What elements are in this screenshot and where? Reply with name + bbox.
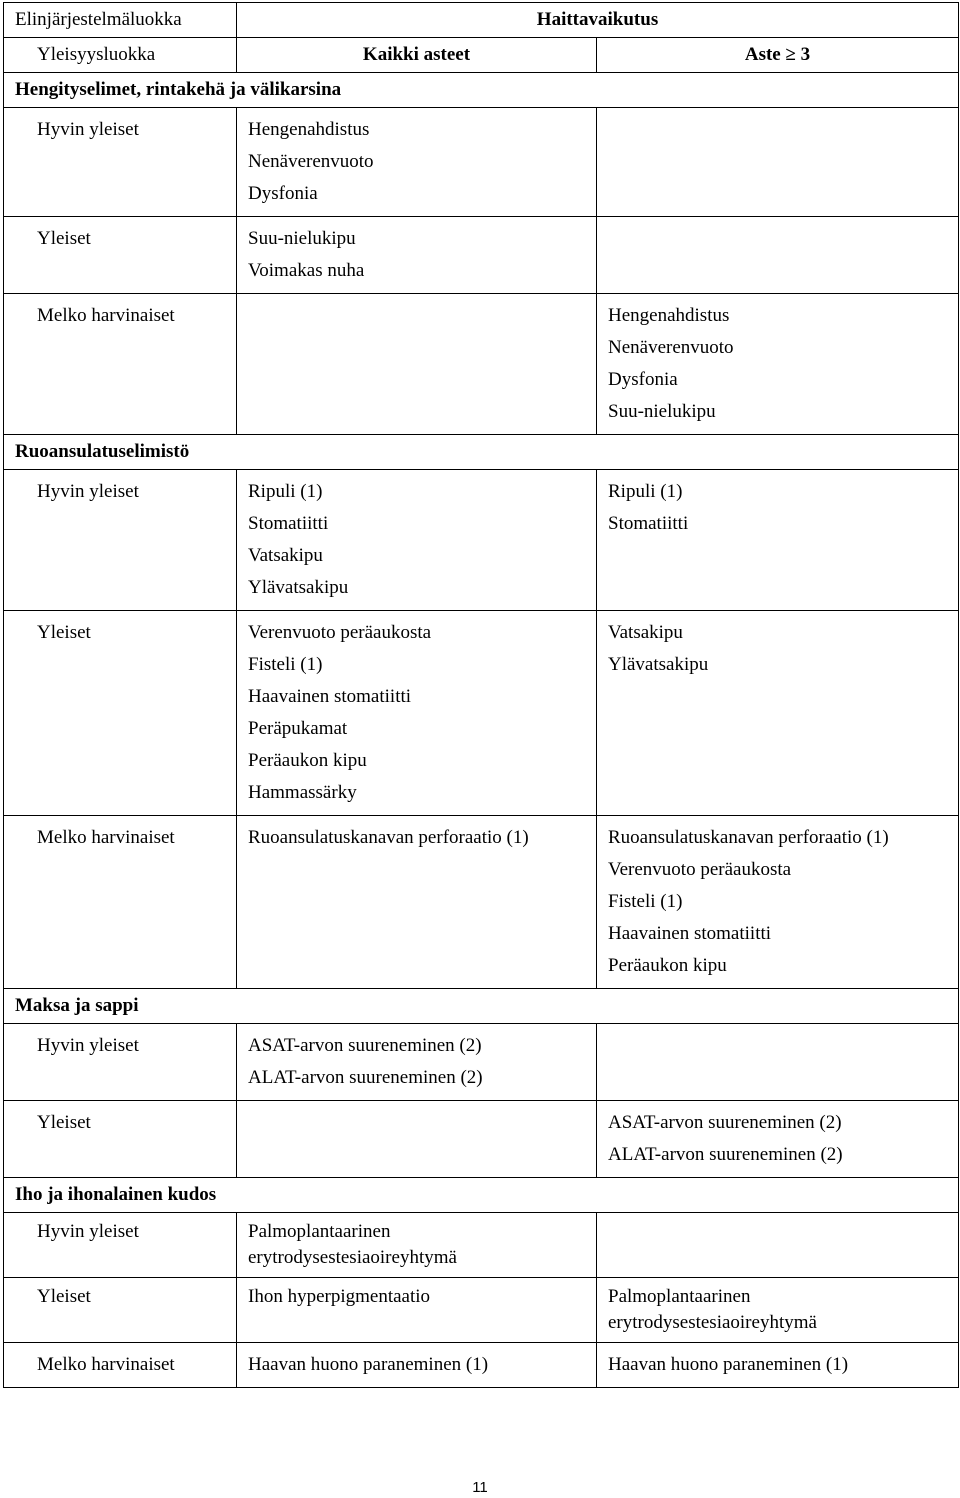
section-title: Ruoansulatuselimistö	[4, 435, 959, 470]
header-row-1	[4, 3, 959, 38]
cell-line: Ripuli (1)	[608, 481, 683, 502]
cell-line: Hammassärky	[248, 782, 357, 803]
grade3-cell	[597, 611, 959, 816]
all-grades-cell	[237, 1024, 597, 1101]
adverse-reactions-table	[3, 2, 959, 1388]
frequency-label: Yleiset	[37, 622, 91, 643]
cell-line: Fisteli (1)	[608, 891, 683, 912]
cell-line: ASAT-arvon suureneminen (2)	[608, 1112, 842, 1133]
all-grades-cell	[237, 1101, 597, 1178]
frequency-header: Yleisyysluokka	[4, 38, 237, 73]
grade3-cell	[597, 1024, 959, 1101]
page-number: 11	[472, 1479, 488, 1496]
table-row	[4, 108, 959, 217]
all-grades-cell	[237, 294, 597, 435]
frequency-cell	[4, 1213, 237, 1278]
all-grades-cell	[237, 611, 597, 816]
grade3-cell	[597, 1343, 959, 1388]
frequency-label: Melko harvinaiset	[37, 827, 175, 848]
cell-line: Haavan huono paraneminen (1)	[608, 1354, 849, 1375]
frequency-label: Hyvin yleiset	[37, 1035, 139, 1056]
frequency-label: Hyvin yleiset	[37, 1221, 139, 1242]
all-grades-cell	[237, 1343, 597, 1388]
cell-line: Haavainen stomatiitti	[608, 923, 772, 944]
cell-line: Stomatiitti	[608, 513, 689, 534]
all-grades-cell	[237, 217, 597, 294]
cell-line: Hengenahdistus	[248, 119, 370, 140]
frequency-label: Yleiset	[37, 1112, 91, 1133]
cell-line: erytrodysestesiaoireyhtymä	[608, 1312, 817, 1333]
section-title: Maksa ja sappi	[4, 989, 959, 1024]
section-title: Iho ja ihonalainen kudos	[4, 1178, 959, 1213]
cell-line: Palmoplantaarinen	[248, 1221, 391, 1242]
cell-line: Suu-nielukipu	[608, 401, 716, 422]
all-grades-cell	[237, 108, 597, 217]
section-row	[4, 73, 959, 108]
table-row	[4, 611, 959, 816]
frequency-label: Yleiset	[37, 1286, 91, 1307]
all-grades-header: Kaikki asteet	[237, 38, 597, 73]
grade3-cell	[597, 294, 959, 435]
all-grades-cell	[237, 1278, 597, 1343]
cell-line: Voimakas nuha	[248, 260, 365, 281]
all-grades-cell	[237, 816, 597, 989]
frequency-cell	[4, 611, 237, 816]
frequency-cell	[4, 1278, 237, 1343]
grade3-cell	[597, 217, 959, 294]
cell-line: ALAT-arvon suureneminen (2)	[248, 1067, 483, 1088]
frequency-cell	[4, 470, 237, 611]
section-title: Hengityselimet, rintakehä ja välikarsina	[4, 73, 959, 108]
grade3-cell	[597, 816, 959, 989]
frequency-label: Hyvin yleiset	[37, 119, 139, 140]
cell-line: Ruoansulatuskanavan perforaatio (1)	[248, 827, 529, 848]
frequency-cell	[4, 217, 237, 294]
frequency-label: Melko harvinaiset	[37, 1354, 175, 1375]
all-grades-cell	[237, 1213, 597, 1278]
grade3-cell	[597, 1213, 959, 1278]
cell-line: Suu-nielukipu	[248, 228, 356, 249]
cell-line: Hengenahdistus	[608, 305, 730, 326]
cell-line: Dysfonia	[608, 369, 678, 390]
cell-line: Fisteli (1)	[248, 654, 323, 675]
cell-line: Nenäverenvuoto	[248, 151, 374, 172]
section-row	[4, 1178, 959, 1213]
cell-line: Peräaukon kipu	[608, 955, 727, 976]
cell-line: Ylävatsakipu	[248, 577, 349, 598]
table-row	[4, 294, 959, 435]
cell-line: ALAT-arvon suureneminen (2)	[608, 1144, 843, 1165]
cell-line: Peräaukon kipu	[248, 750, 367, 771]
table-row	[4, 470, 959, 611]
cell-line: Ruoansulatuskanavan perforaatio (1)	[608, 827, 889, 848]
cell-line: Verenvuoto peräaukosta	[608, 859, 792, 880]
grade3-header: Aste ≥ 3	[597, 38, 959, 73]
table-row	[4, 816, 959, 989]
header-row-2	[4, 38, 959, 73]
cell-line: Palmoplantaarinen	[608, 1286, 751, 1307]
cell-line: Haavainen stomatiitti	[248, 686, 412, 707]
frequency-cell	[4, 294, 237, 435]
cell-line: Ihon hyperpigmentaatio	[248, 1286, 431, 1307]
cell-line: Peräpukamat	[248, 718, 348, 739]
cell-line: erytrodysestesiaoireyhtymä	[248, 1247, 457, 1268]
grade3-cell	[597, 1278, 959, 1343]
frequency-label: Yleiset	[37, 228, 91, 249]
section-row	[4, 435, 959, 470]
table-row	[4, 1024, 959, 1101]
adverse-effect-header: Haittavaikutus	[237, 3, 959, 38]
cell-line: ASAT-arvon suureneminen (2)	[248, 1035, 482, 1056]
table-row	[4, 1101, 959, 1178]
frequency-cell	[4, 108, 237, 217]
cell-line: Vatsakipu	[608, 622, 683, 643]
grade3-cell	[597, 470, 959, 611]
table-row	[4, 1213, 959, 1278]
grade3-cell	[597, 1101, 959, 1178]
frequency-cell	[4, 1343, 237, 1388]
table-row	[4, 1343, 959, 1388]
organ-class-header: Elinjärjestelmäluokka	[4, 3, 237, 38]
frequency-cell	[4, 816, 237, 989]
section-row	[4, 989, 959, 1024]
grade3-cell	[597, 108, 959, 217]
cell-line: Ylävatsakipu	[608, 654, 709, 675]
frequency-cell	[4, 1024, 237, 1101]
frequency-label: Melko harvinaiset	[37, 305, 175, 326]
all-grades-cell	[237, 470, 597, 611]
cell-line: Verenvuoto peräaukosta	[248, 622, 432, 643]
cell-line: Nenäverenvuoto	[608, 337, 734, 358]
frequency-label: Hyvin yleiset	[37, 481, 139, 502]
table-row	[4, 217, 959, 294]
cell-line: Dysfonia	[248, 183, 318, 204]
cell-line: Stomatiitti	[248, 513, 329, 534]
table-row	[4, 1278, 959, 1343]
cell-line: Haavan huono paraneminen (1)	[248, 1354, 489, 1375]
frequency-cell	[4, 1101, 237, 1178]
cell-line: Ripuli (1)	[248, 481, 323, 502]
cell-line: Vatsakipu	[248, 545, 323, 566]
